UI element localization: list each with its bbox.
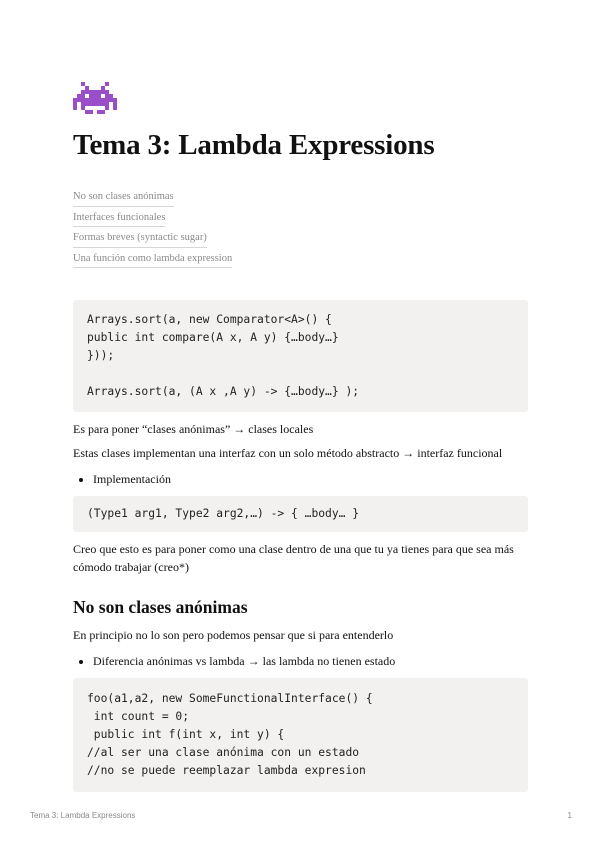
paragraph-en-principio: En principio no lo son pero podemos pensar que si para entenderlo [73, 628, 394, 642]
space-invader-icon [73, 78, 117, 118]
paragraph-clases-anonimas: Es para poner “clases anónimas” → clases locales [73, 422, 314, 436]
table-of-contents [73, 186, 528, 268]
paragraph-creo: Creo que esto es para poner como una clase dentro de una que tu ya tienes para que sea más cómodo trabajar (creo*) [73, 542, 514, 574]
page-content [73, 78, 528, 792]
toc-link-no-son-clases[interactable]: No son clases anónimas [73, 189, 174, 207]
bullet-list-diferencia [73, 652, 528, 670]
toc-link-interfaces-funcionales[interactable]: Interfaces funcionales [73, 210, 165, 228]
page-number: 1 [567, 811, 572, 820]
list-item: • Implementación [93, 470, 528, 488]
bullet-list-implementacion [73, 470, 528, 488]
toc-link-funcion-lambda[interactable]: Una función como lambda expression [73, 251, 232, 269]
paragraph-interfaz-funcional: Estas clases implementan una interfaz con un solo método abstracto → interfaz funcional [73, 446, 503, 460]
code-block-arrays-sort: Arrays.sort(a, new Comparator<A>() { public int compare(A x, A y) {…body…} })); Arrays.sort(a, (A x ,A y) -> {…body…} ); [73, 300, 528, 412]
page-title: Tema 3: Lambda Expressions [73, 129, 435, 161]
footer-title: Tema 3: Lambda Expressions [30, 811, 136, 820]
code-block-functional-interface: foo(a1,a2, new SomeFunctionalInterface() { int count = 0; public int f(int x, int y) { //al ser una clase anónima con un estado //no se puede reemplazar lambda expresion [73, 678, 528, 792]
list-item: • Diferencia anónimas vs lambda → las lambda no tienen estado [93, 652, 528, 670]
toc-link-formas-breves[interactable]: Formas breves (syntactic sugar) [73, 230, 207, 248]
section-heading-no-son-clases: No son clases anónimas [73, 597, 248, 617]
code-block-lambda-syntax: (Type1 arg1, Type2 arg2,…) -> { …body… } [73, 496, 528, 532]
